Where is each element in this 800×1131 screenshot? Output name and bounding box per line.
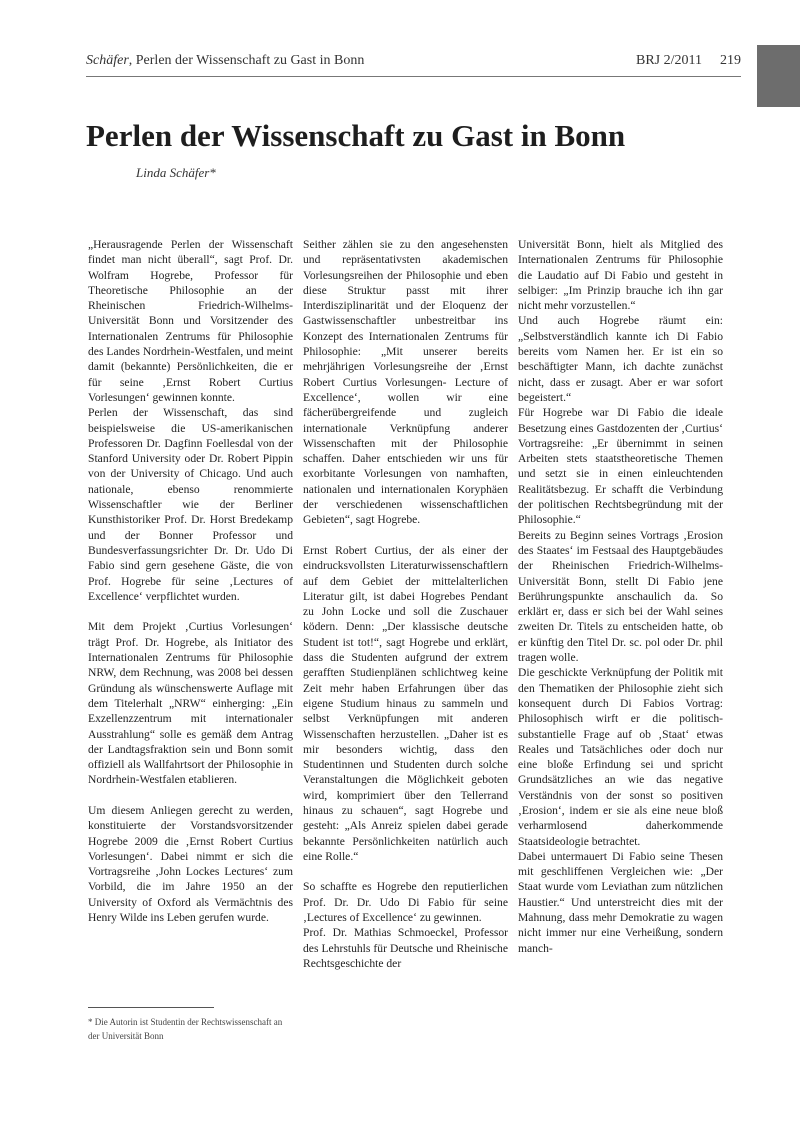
paragraph: Prof. Dr. Mathias Schmoeckel, Professor des Lehrstuhls für Deutsche und Rheinische Rechtsgeschichte der: [303, 926, 508, 970]
footnote-rule: [88, 1007, 214, 1008]
paragraph: „Herausragende Perlen der Wissenschaft findet man nicht überall“, sagt Prof. Dr. Wolfram Hogrebe, Professor für Theoretische Philosophie an der Rheinischen Friedrich-Wilhelms-Universität Bonn und Vorsitzender des Internationalen Zentrums für Philosophie des Landes Nordrhein-Westfalen, und meint damit (bekannte) Persönlichkeiten, die er für seine ‚Ernst Robert Curtius Vorlesungen‘ gewinnen konnte.: [88, 238, 293, 404]
paragraph: Mit dem Projekt ‚Curtius Vorlesungen‘ trägt Prof. Dr. Hogrebe, als Initiator des Internationalen Zentrums für Philosophie NRW, dem Rechnung, was 2008 bei dessen Gründung als wünschenswerte Auflage mit dem Titelerhalt „NRW“ einherging: „Ein Exzellenzzentrum mit internationaler Ausstrahlung“ solle es gemäß dem Antrag der Landtagsfraktion sein und Bonn somit offiziell als Wallfahrtsort der Philosophie in Nordrhein-Westfalen etablieren.: [88, 620, 293, 787]
chapter-tab-marker: [757, 45, 800, 107]
article-title: Perlen der Wissenschaft zu Gast in Bonn: [86, 118, 626, 153]
paragraph: Ernst Robert Curtius, der als einer der eindrucksvollsten Literaturwissenschaftlern auf dem Gebiet der mittelalterlichen Literatur gilt, ist dabei Hogrebes Pendant zu John Locke und soll die Zuschauer ködern. Denn: „Der klassische deutsche Student ist tot!“, sagt Hogrebe und erklärt, dass die Studenten aufgrund der extrem gerafften Studienplänen schlichtweg keine Zeit mehr haben Erfahrungen über das eigene Studium hinaus zu sammeln und selbst Verknüpfungen mit anderen Wissenschaften herzustellen. „Daher ist es mir besonders wichtig, dass den Studentinnen und Studenten durch solche Veranstaltungen die Möglichkeit geboten wird, komprimiert über den Tellerrand hinaus zu schauen“, sagt Hogrebe und gesteht: „Als Anreiz spielen dabei gerade bekannte Persönlichkeiten natürlich auch eine Rolle.“: [303, 543, 508, 863]
header-rule: [86, 76, 741, 77]
running-header-author: Schäfer: [86, 53, 129, 68]
page-number: 219: [720, 53, 741, 68]
text-column-2: [303, 237, 508, 971]
paragraph: Für Hogrebe war Di Fabio die ideale Besetzung eines Gastdozenten der ‚Curtius‘ Vortragsreihe: „Er übernimmt in seinen Arbeiten stets staatstheoretische Themen und setzt sie in einen einleuchtenden Realitätsbezug. Er schafft die Verbindung der politischen Rechtsbegründung mit der Philosophie.“: [518, 406, 723, 527]
paragraph: Bereits zu Beginn seines Vortrags ‚Erosion des Staates‘ im Festsaal des Hauptgebäudes der Rheinischen Friedrich-Wilhelms-Universität Bonn, stellt Di Fabio jene Berührungspunkte anschaulich da. So erklärt er, dass er sich bei der Wahl seines zweiten Dr. Titels zu entscheiden hatte, ob er künftig den Titel Dr. sc. pol oder Dr. phil tragen wolle.: [518, 528, 723, 665]
running-header-article-title: , Perlen der Wissenschaft zu Gast in Bonn: [128, 53, 365, 68]
paragraph: Perlen der Wissenschaft, das sind beispielsweise die US-amerikanischen Professoren Dr. Dagfinn Foellesdal von der Stanford University oder Dr. Robert Pippin von der University of Chicago. Und auch nationale, ebenso renommierte Wissenschaftler wie der Berliner Kunsthistoriker Prof. Dr. Horst Bredekamp und der Bonner Professor und Bundesverfassungsrichter Dr. Dr. Udo Di Fabio sind gern gesehene Gäste, die von Prof. Hogrebe für seine ‚Lectures of Excellence‘ verpflichtet wurden.: [88, 406, 293, 603]
paragraph: Die geschickte Verknüpfung der Politik mit den Thematiken der Philosophie zieht sich konsequent durch Di Fabios Vortrag: Philosophisch wirft er die politisch- substantielle Frage auf ob ‚Staat‘ etwas Reales und Tatsächliches oder doch nur eine bloße Erfindung sei und spricht Grundsätzliches an wie das negative Verständnis von der sonst so positiven ‚Erosion‘, indem er sie als eine neue bloß verharmlosend daherkommende Staatsideologie betrachtet.: [518, 666, 723, 848]
journal-issue: BRJ 2/2011: [636, 53, 702, 68]
text-column-1: [88, 237, 293, 941]
article-byline: Linda Schäfer*: [136, 165, 216, 180]
running-header-title: [86, 51, 364, 71]
running-header: [86, 51, 741, 75]
paragraph: Dabei untermauert Di Fabio seine Thesen mit geschliffenen Vergleichen wie: „Der Staat wurde vom Leviathan zum nützlichen Haustier.“ Und unterstreicht dies mit der Mahnung, dass mehr Demokratie zu wagen nicht immer nur eine Verheißung, sondern manch-: [518, 849, 723, 955]
paragraph: So schaffte es Hogrebe den reputierlichen Prof. Dr. Dr. Udo Di Fabio für seine ‚Lectures of Excellence‘ zu gewinnen.: [303, 880, 508, 925]
running-header-journal-info: [636, 51, 741, 71]
paragraph: Und auch Hogrebe räumt ein: „Selbstverständlich kannte ich Di Fabio bereits vom Namen her. Er ist ein so beschäftigter Mann, ich dachte zunächst nicht, dass er zusagt. Aber er war sofort begeistert.“: [518, 314, 723, 404]
text-column-3: [518, 237, 723, 956]
paragraph: Seither zählen sie zu den angesehensten und repräsentativsten akademischen Vorlesungsreihen der Philosophie und eben diese Struktur passt mit ihrer Interdisziplinarität und der Eloquenz der Gastwissenschaftler unbestreitbar ins Konzept des Internationalen Zentrums für Philosophie: „Mit unserer bereits mehrjährigen Vorlesungsreihe der ‚Ernst Robert Curtius Vorlesungen- Lecture of Excellence‘, wollen wir eine fächerübergreifende und zugleich internationale Verknüpfung anderer Wissenschaften mit der Philosophie schaffen. Daher entschieden wir uns für exorbitante Vorlesungen von namhaften, nationalen und internationalen Koryphäen der verschiedenen wissenschaftlichen Gebieten“, sagt Hogrebe.: [303, 238, 508, 527]
footnote: * Die Autorin ist Studentin der Rechtswissenschaft an der Universität Bonn: [88, 1017, 283, 1041]
paragraph: Universität Bonn, hielt als Mitglied des Internationalen Zentrums für Philosophie die Laudatio auf Di Fabio und gesteht in selbiger: „Im Prinzip brauche ich ihn gar nicht mehr vorzustellen.“: [518, 238, 723, 313]
paragraph: Um diesem Anliegen gerecht zu werden, konstituierte der Vorstandsvorsitzender Hogrebe 2009 die ‚Ernst Robert Curtius Vorlesungen‘. Dabei nimmt er sich die Vortragsreihe ‚John Lockes Lectures‘ zum Vorbild, die im Jahre 1950 an der University of Oxford als Vermächtnis des Henry Wilde ins Leben gerufen wurde.: [88, 803, 293, 925]
